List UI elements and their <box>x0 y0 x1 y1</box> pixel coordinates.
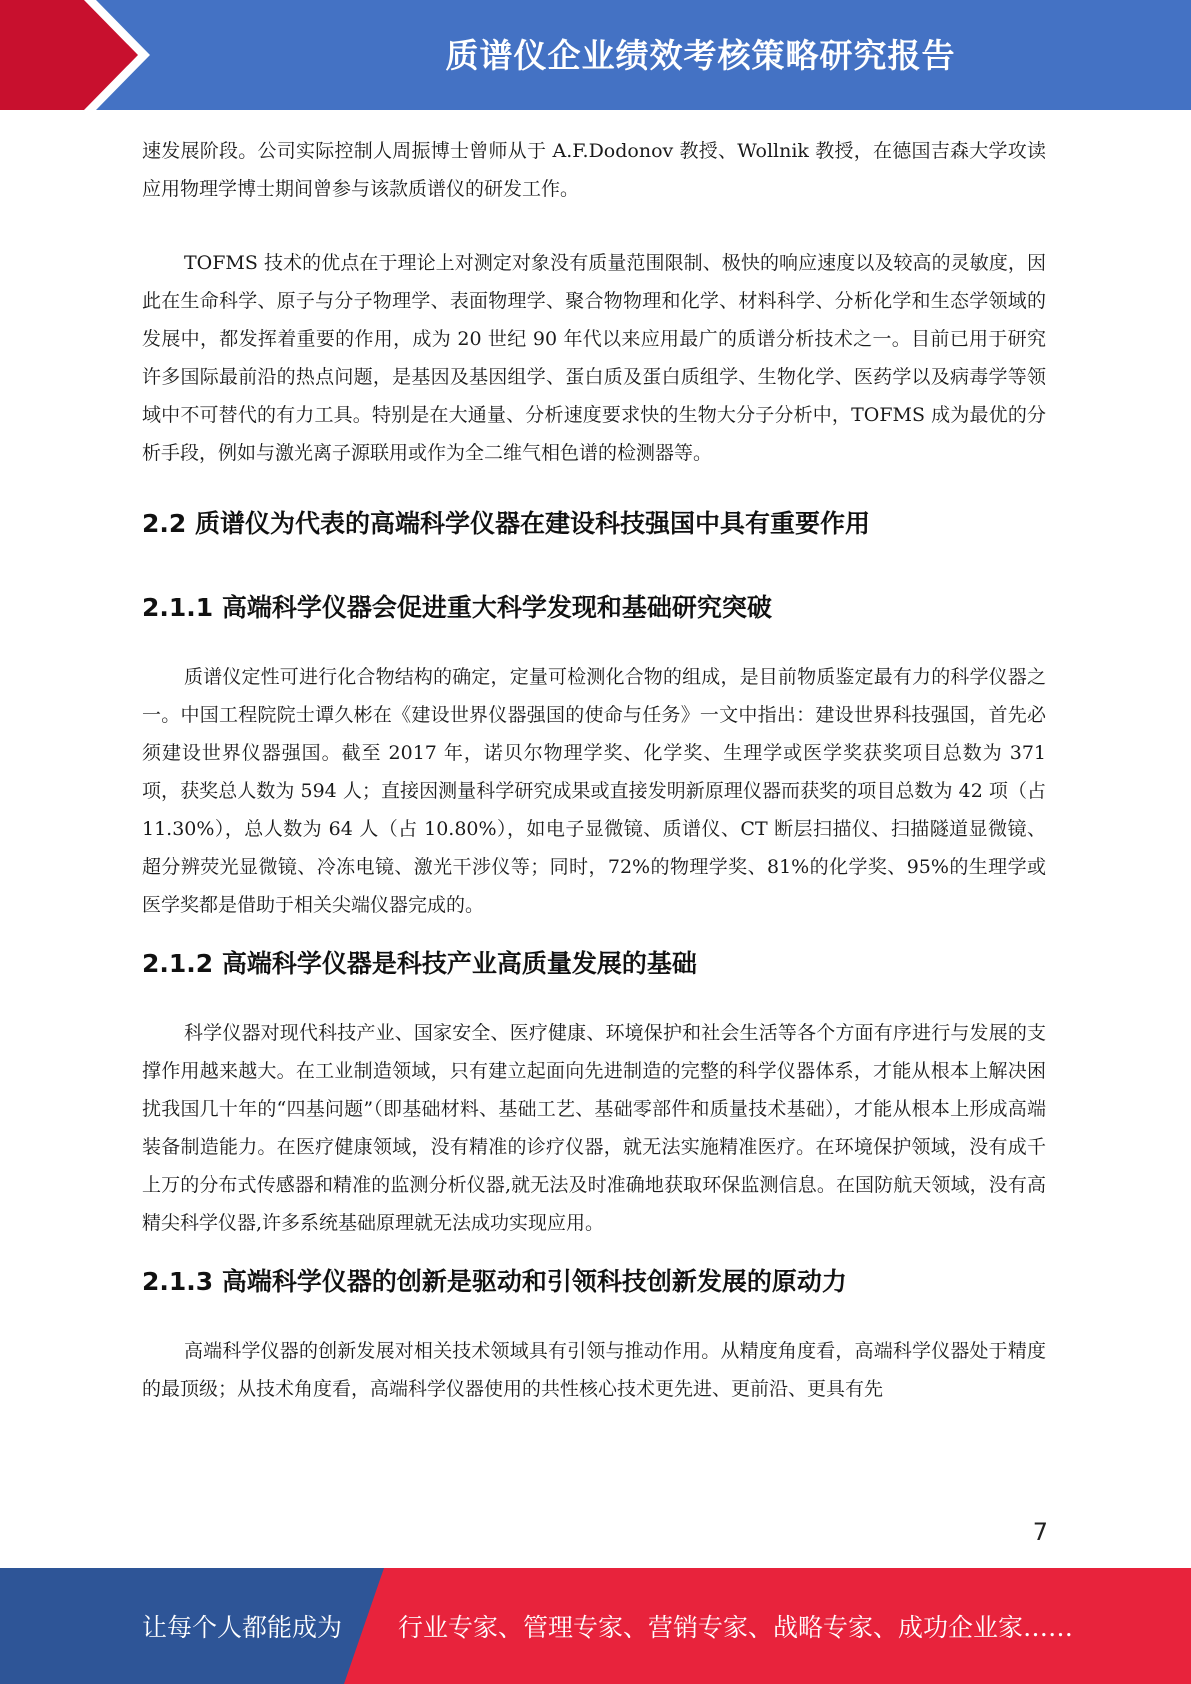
paragraph-continued: 速发展阶段。公司实际控制人周振博士曾师从于 A.F.Dodonov 教授、Wollnik 教授，在德国吉森大学攻读应用物理学博士期间曾参与该款质谱仪的研发工作。 <box>142 140 1046 200</box>
paragraph-industry-foundation: 科学仪器对现代科技产业、国家安全、医疗健康、环境保护和社会生活等各个方面有序进行与发展的支撑作用越来越大。在工业制造领域，只有建立起面向先进制造的完整的科学仪器体系，才能从根本上解决困扰我国几十年的“四基问题”（即基础材料、基础工艺、基础零部件和质量技术基础），才能从根本上形成高端装备制造能力。在医疗健康领域，没有精准的诊疗仪器，就无法实施精准医疗。在环境保护领域，没有成千上万的分布式传感器和精准的监测分析仪器,就无法及时准确地获取环保监测信息。在国防航天领域，没有高精尖科学仪器,许多系统基础原理就无法成功实现应用。 <box>142 1022 1046 1234</box>
footer-slogan-left: 让每个人都能成为 <box>142 1613 343 1642</box>
report-title: 质谱仪企业绩效考核策略研究报告 <box>445 35 956 75</box>
section-heading-2-2: 2.2 质谱仪为代表的高端科学仪器在建设科技强国中具有重要作用 <box>142 509 870 538</box>
section-heading-2-1-3: 2.1.3 高端科学仪器的创新是驱动和引领科技创新发展的原动力 <box>142 1267 847 1296</box>
paragraph-scientific-discovery: 质谱仪定性可进行化合物结构的确定，定量可检测化合物的组成，是目前物质鉴定最有力的科学仪器之一。中国工程院院士谭久彬在《建设世界仪器强国的使命与任务》一文中指出：建设世界科技强国，首先必须建设世界仪器强国。截至 2017 年，诺贝尔物理学奖、化学奖、生理学或医学奖获奖项目总数为 371 项，获奖总人数为 594 人；直接因测量科学研究成果或直接发明新原理仪器而获奖的项目总数为 42 项（占 11.30%），总人数为 64 人（占 10.80%），如电子显微镜、质谱仪、CT 断层扫描仪、扫描隧道显微镜、超分辨荧光显微镜、冷冻电镜、激光干涉仪等；同时，72%的物理学奖、81%的化学奖、95%的生理学或医学奖都是借助于相关尖端仪器完成的。 <box>142 666 1046 916</box>
page-body <box>142 132 1046 1408</box>
page-footer <box>0 1568 1191 1684</box>
paragraph-innovation: 高端科学仪器的创新发展对相关技术领域具有引领与推动作用。从精度角度看，高端科学仪器处于精度的最顶级；从技术角度看，高端科学仪器使用的共性核心技术更先进、更前沿、更具有先 <box>142 1340 1046 1400</box>
section-heading-2-1-2: 2.1.2 高端科学仪器是科技产业高质量发展的基础 <box>142 949 697 978</box>
footer-slogan-right: 行业专家、管理专家、营销专家、战略专家、成功企业家…… <box>398 1613 1074 1642</box>
page-header <box>0 0 1191 110</box>
page-number: 7 <box>1032 1518 1048 1546</box>
section-heading-2-1-1: 2.1.1 高端科学仪器会促进重大科学发现和基础研究突破 <box>142 593 772 622</box>
paragraph-tofms: TOFMS 技术的优点在于理论上对测定对象没有质量范围限制、极快的响应速度以及较高的灵敏度，因此在生命科学、原子与分子物理学、表面物理学、聚合物物理和化学、材料科学、分析化学和生态学领域的发展中，都发挥着重要的作用，成为 20 世纪 90 年代以来应用最广的质谱分析技术之一。目前已用于研究许多国际最前沿的热点问题，是基因及基因组学、蛋白质及蛋白质组学、生物化学、医药学以及病毒学等领域中不可替代的有力工具。特别是在大通量、分析速度要求快的生物大分子分析中，TOFMS 成为最优的分析手段，例如与激光离子源联用或作为全二维气相色谱的检测器等。 <box>142 252 1046 464</box>
